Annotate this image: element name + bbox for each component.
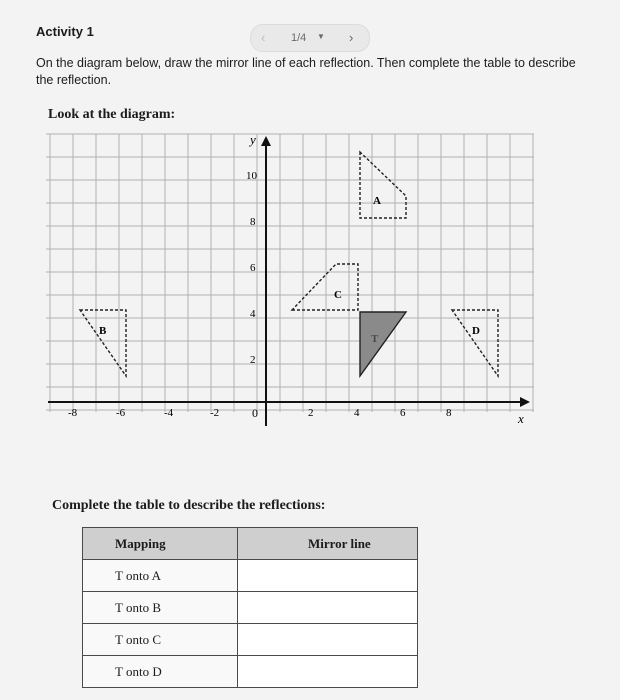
activity-title: Activity 1 (36, 24, 94, 39)
shape-t (360, 312, 406, 376)
y-tick-label: 8 (250, 216, 256, 228)
mapping-cell: T onto A (83, 560, 238, 592)
table-heading: Complete the table to describe the reflections: (52, 498, 326, 513)
x-axis-label: x (518, 411, 524, 426)
y-tick-label: 6 (250, 262, 256, 274)
shape-d-label: D (472, 325, 480, 337)
mirror-line-cell[interactable] (238, 656, 418, 688)
diagram-heading: Look at the diagram: (48, 107, 176, 122)
mapping-cell: T onto B (83, 592, 238, 624)
grid-lines (46, 134, 534, 412)
instruction-text: On the diagram below, draw the mirror line of each reflection. Then complete the table to describe the reflection. (36, 56, 576, 87)
header-mapping: Mapping (83, 528, 238, 560)
x-tick-label: -2 (210, 407, 220, 419)
shape-a-label: A (373, 195, 381, 207)
table-row (83, 592, 418, 624)
mapping-cell: T onto C (83, 624, 238, 656)
reflection-table (82, 527, 418, 688)
x-tick-label: 6 (400, 407, 406, 419)
shape-c (292, 264, 358, 310)
header-mirror-line: Mirror line (238, 528, 418, 560)
chevron-right-icon[interactable]: › (349, 30, 354, 45)
x-axis-arrow-icon (520, 397, 530, 407)
table-row (83, 656, 418, 688)
y-axis-label: y (250, 132, 256, 147)
y-axis-arrow-icon (261, 136, 271, 146)
x-tick-label: 2 (308, 407, 314, 419)
table-row (83, 624, 418, 656)
x-tick-label: 0 (252, 406, 258, 420)
shape-t-label: T (371, 333, 379, 345)
shape-b-label: B (99, 325, 107, 337)
x-tick-label: 4 (354, 407, 360, 419)
y-tick-label: 2 (250, 354, 256, 366)
chevron-left-icon[interactable]: ‹ (261, 30, 266, 45)
shape-d (452, 310, 498, 376)
mirror-line-cell[interactable] (238, 592, 418, 624)
x-tick-label: -4 (164, 407, 174, 419)
shape-a (360, 152, 406, 218)
mapping-cell: T onto D (83, 656, 238, 688)
x-tick-label: -6 (116, 407, 126, 419)
shape-c-label: C (334, 289, 342, 301)
page-number: 1/4 (291, 32, 307, 44)
table-row (83, 560, 418, 592)
mirror-line-cell[interactable] (238, 560, 418, 592)
y-tick-label: 4 (250, 308, 256, 320)
coordinate-grid (44, 130, 538, 430)
mirror-line-cell[interactable] (238, 624, 418, 656)
x-tick-label: 8 (446, 407, 452, 419)
caret-down-icon[interactable]: ▼ (317, 32, 325, 41)
table-header-row (83, 528, 418, 560)
x-tick-label: -8 (68, 407, 78, 419)
y-tick-label: 10 (246, 170, 257, 182)
page-navigator (250, 24, 370, 52)
